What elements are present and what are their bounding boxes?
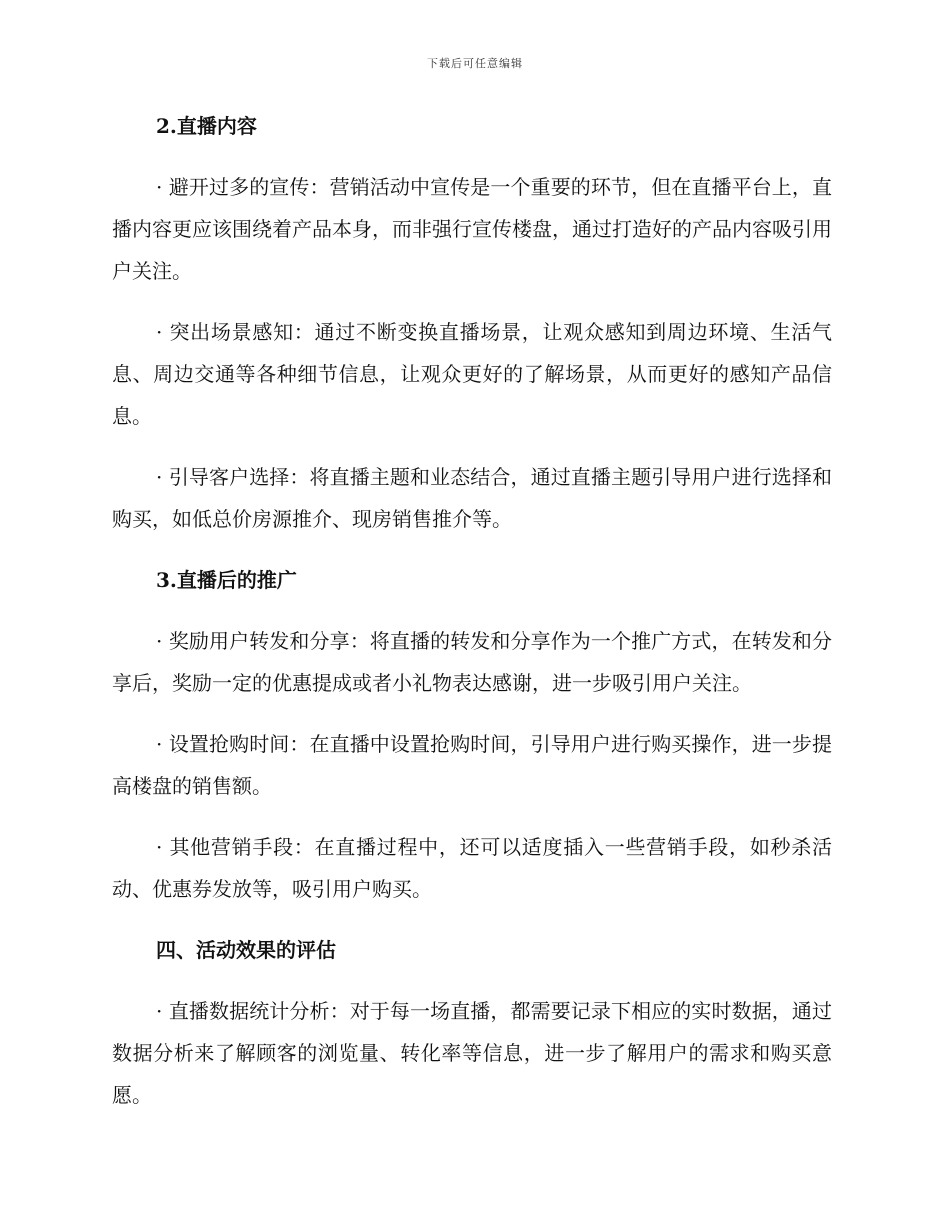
paragraph-reward-sharing: · 奖励用户转发和分享：将直播的转发和分享作为一个推广方式，在转发和分享后，奖励一定的优惠提成或者小礼物表达感谢，进一步吸引用户关注。 — [112, 629, 832, 695]
section-heading-effect-evaluation: 四、活动效果的评估 — [156, 938, 336, 962]
paragraph-scene-perception: · 突出场景感知：通过不断变换直播场景，让观众感知到周边环境、生活气息、周边交通等各种细节信息，让观众更好的了解场景，从而更好的感知产品信息。 — [112, 320, 832, 428]
page-header: 下载后可任意编辑 — [427, 57, 523, 70]
section-heading-post-live-promotion: 3.直播后的推广 — [156, 568, 297, 592]
paragraph-avoid-promotion: · 避开过多的宣传：营销活动中宣传是一个重要的环节，但在直播平台上，直播内容更应该围绕着产品本身，而非强行宣传楼盘，通过打造好的产品内容吸引用户关注。 — [112, 175, 832, 283]
paragraph-data-analysis: · 直播数据统计分析：对于每一场直播，都需要记录下相应的实时数据，通过数据分析来了解顾客的浏览量、转化率等信息，进一步了解用户的需求和购买意愿。 — [112, 999, 832, 1107]
section-heading-live-content: 2.直播内容 — [156, 114, 257, 138]
paragraph-guide-customer: · 引导客户选择：将直播主题和业态结合，通过直播主题引导用户进行选择和购买，如低总价房源推介、现房销售推介等。 — [112, 465, 832, 531]
document-body — [112, 105, 832, 1135]
paragraph-other-marketing: · 其他营销手段：在直播过程中，还可以适度插入一些营销手段，如秒杀活动、优惠券发放等，吸引用户购买。 — [112, 835, 832, 901]
paragraph-flash-sale-time: · 设置抢购时间：在直播中设置抢购时间，引导用户进行购买操作，进一步提高楼盘的销售额。 — [112, 732, 832, 798]
